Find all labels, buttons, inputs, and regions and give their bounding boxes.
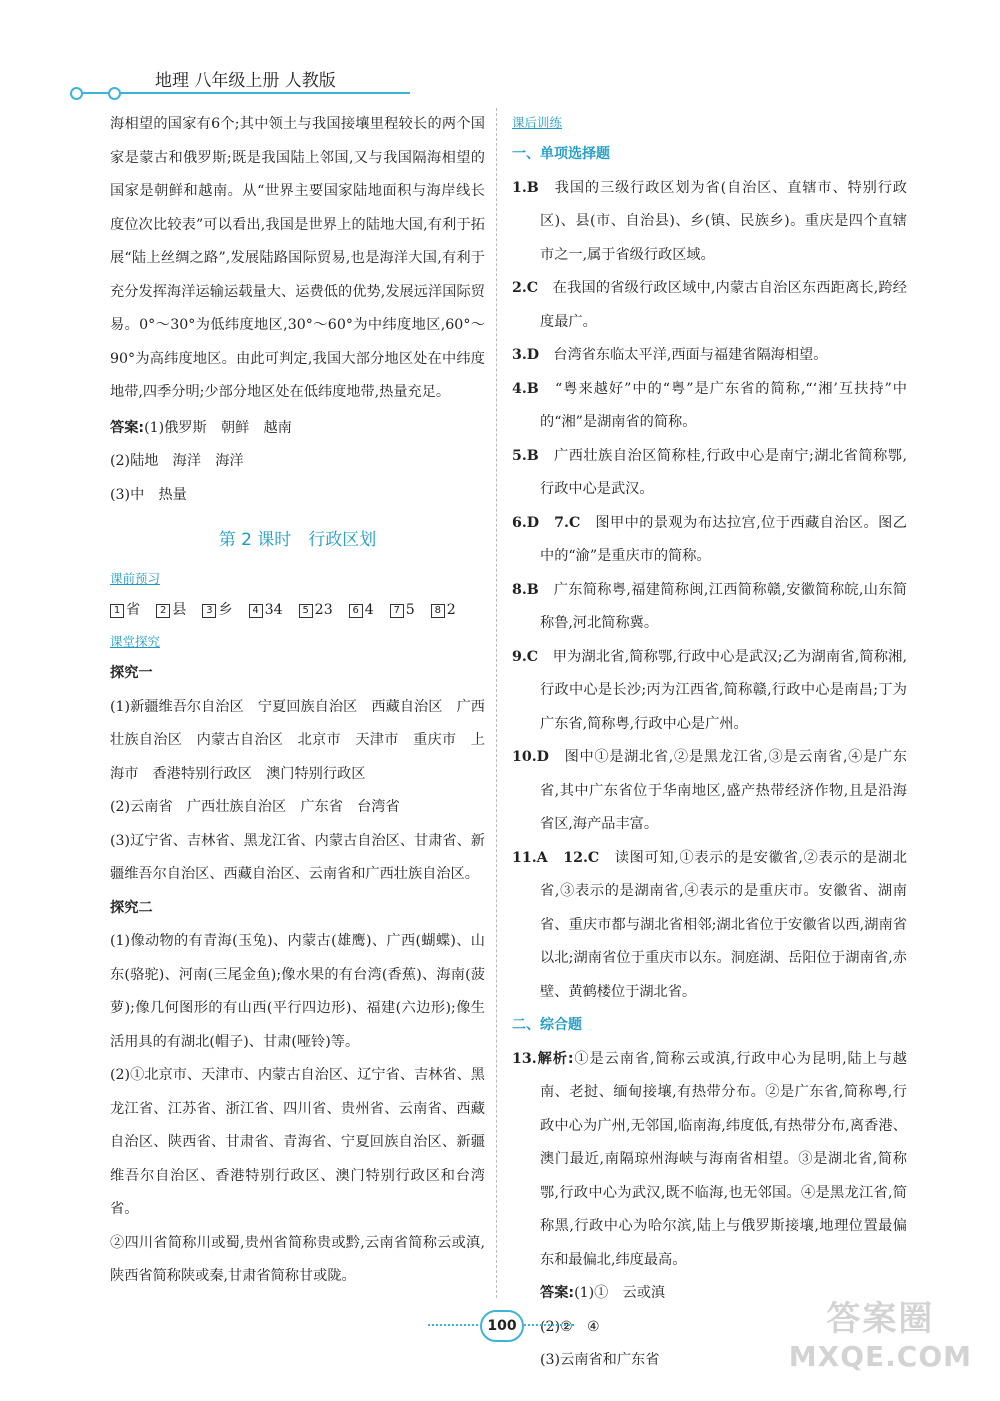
question-13-answer-1: 答案:(1)① 云或滇 (540, 1285, 666, 1301)
question-13-analysis: 13.解析:①是云南省,简称云或滇,行政中心为昆明,陆上与越南、老挝、缅甸接壤,有热带分布。②是广东省,简称粤,行政中心为广州,无邻国,临南海,纬度低,有热带分布,离香港、澳门最近,南隔琼州海峡与海南省相望。③是湖北省,简称鄂,行政中心为武汉,既不临海,也无邻国。④是黑龙江省,简称黑,行政中心为哈尔滨,陆上与俄罗斯接壤,地理位置最偏东和最偏北,纬度最高。 (512, 1050, 907, 1268)
footer-dots-right (524, 1324, 574, 1326)
part-1-title: 一、单项选择题 (512, 146, 610, 162)
header-rule-dot (108, 87, 121, 100)
explore-2-answer-3: ②四川省简称川或蜀,贵州省简称贵或黔,云南省简称云或滇,陕西省简称陕或秦,甘肃省简称甘或陇。 (110, 1234, 485, 1284)
choice-answer-item: 11.A 12.C 读图可知,①表示的是安徽省,②表示的是湖北省,③表示的是湖南省,④表示的是重庆市。安徽省、湖南省、重庆市都与湖北省相邻;湖北省位于安徽省以西,湖南省以北;湖南省位于重庆市以东。洞庭湖、岳阳位于湖南省,赤壁、黄鹤楼位于湖北省。 (512, 849, 907, 1000)
choice-answers (512, 172, 907, 1010)
explore-1-answer-1: (1)新疆维吾尔自治区 宁夏回族自治区 西藏自治区 广西壮族自治区 内蒙古自治区 北京市 天津市 重庆市 上海市 香港特别行政区 澳门特别行政区 (110, 698, 485, 782)
preview-answer-item: 2 县 (156, 602, 186, 618)
preview-answer-item: 6 4 (349, 602, 374, 618)
answer-line-3: (3)中 热量 (110, 486, 187, 503)
header-rule-dot (70, 87, 83, 100)
section-preview-label: 课前预习 (110, 570, 161, 586)
choice-answer-item: 6.D 7.C 图甲中的景观为布达拉宫,位于西藏自治区。图乙中的“渝”是重庆市的简称。 (512, 514, 907, 564)
choice-answer-item: 3.D 台湾省东临太平洋,西面与福建省隔海相望。 (512, 347, 828, 363)
choice-answer-item: 10.D 图中①是湖北省,②是黑龙江省,③是云南省,④是广东省,其中广东省位于华南地区,盛产热带经济作物,且是沿海省区,海产品丰富。 (512, 749, 907, 832)
header-rule (80, 92, 410, 94)
section-training-label: 课后训练 (512, 115, 563, 130)
choice-answer-item: 5.B 广西壮族自治区简称桂,行政中心是南宁;湖北省简称鄂,行政中心是武汉。 (512, 447, 907, 497)
section-explore-label: 课堂探究 (110, 634, 161, 649)
choice-answer-item: 4.B “粤来越好”中的“粤”是广东省的简称,“‘湘’互扶持”中的“湘”是湖南省的简称。 (512, 380, 907, 430)
page-number: 100 (480, 1310, 524, 1342)
answer-label: 答案: (110, 419, 145, 436)
right-column (512, 108, 907, 1378)
column-divider (496, 108, 497, 1298)
choice-answer-item: 2.C 在我国的省级行政区域中,内蒙古自治区东西距离长,跨经度最广。 (512, 280, 907, 330)
choice-answer-item: 1.B 我国的三级行政区划为省(自治区、直辖市、特别行政区)、县(市、自治县)、乡(镇、民族乡)。重庆是四个直辖市之一,属于省级行政区域。 (512, 179, 907, 263)
lesson-title: 第 2 课时 行政区划 (218, 530, 377, 550)
explore-2-answer-1: (1)像动物的有青海(玉兔)、内蒙古(雄鹰)、广西(蝴蝶)、山东(骆驼)、河南(三尾金鱼);像水果的有台湾(香蕉)、海南(菠萝);像几何图形的有山西(平行四边形)、福建(六边形);像生活用具的有湖北(帽子)、甘肃(哑铃)等。 (110, 933, 485, 1050)
choice-answer-item: 8.B 广东简称粤,福建简称闽,江西简称赣,安徽简称皖,山东简称鲁,河北简称冀。 (512, 581, 907, 631)
explore-2-title: 探究二 (110, 899, 153, 916)
watermark-logo: 答案圈 MXQE.COM (788, 1299, 972, 1373)
explore-1-answer-2: (2)云南省 广西壮族自治区 广东省 台湾省 (110, 799, 400, 815)
left-column (110, 108, 485, 1294)
preview-answer-item: 5 23 (299, 602, 333, 618)
question-13-answer-3: (3)云南省和广东省 (540, 1352, 660, 1368)
running-header: 地理 八年级上册 人教版 (155, 71, 336, 91)
answer-line-1: 答案:(1)俄罗斯 朝鲜 越南 (110, 419, 292, 436)
preview-answer-item: 1 省 (110, 602, 140, 618)
preview-answer-item: 4 34 (249, 602, 283, 618)
preview-answer-item: 8 2 (431, 602, 456, 618)
preview-answer-item: 3 乡 (202, 602, 232, 618)
explore-1-title: 探究一 (110, 665, 153, 681)
explanation-paragraph: 海相望的国家有6个;其中领土与我国接壤里程较长的两个国家是蒙古和俄罗斯;既是我国陆上邻国,又与我国隔海相望的国家是朝鲜和越南。从“世界主要国家陆地面积与海岸线长度位次比较表”可以看出,我国是世界上的陆地大国,有利于拓展“陆上丝绸之路”,发展陆路国际贸易,也是海洋大国,有利于充分发挥海洋运输运载量大、运费低的优势,发展远洋国际贸易。0°～30°为低纬度地区,30°～60°为中纬度地区,60°～90°为高纬度地区。由此可判定,我国大部分地区处在中纬度地带,四季分明;少部分地区处在低纬度地带,热量充足。 (110, 116, 485, 400)
preview-answer-item: 7 5 (390, 602, 415, 618)
part-2-title: 二、综合题 (512, 1017, 582, 1033)
answer-line-2: (2)陆地 海洋 海洋 (110, 453, 244, 469)
preview-answers (110, 594, 485, 628)
question-13-answer-2: (2)② ④ (540, 1318, 600, 1335)
explore-1-answer-3: (3)辽宁省、吉林省、黑龙江省、内蒙古自治区、甘肃省、新疆维吾尔自治区、西藏自治区、云南省和广西壮族自治区。 (110, 832, 485, 882)
explore-2-answer-2: (2)①北京市、天津市、内蒙古自治区、辽宁省、吉林省、黑龙江省、江苏省、浙江省、四川省、贵州省、云南省、西藏自治区、陕西省、甘肃省、青海省、宁夏回族自治区、新疆维吾尔自治区、香港特别行政区、澳门特别行政区和台湾省。 (110, 1067, 485, 1217)
choice-answer-item: 9.C 甲为湖北省,简称鄂,行政中心是武汉;乙为湖南省,简称湘,行政中心是长沙;丙为江西省,简称赣,行政中心是南昌;丁为广东省,简称粤,行政中心是广州。 (512, 648, 907, 732)
footer-dots-left (428, 1324, 478, 1326)
